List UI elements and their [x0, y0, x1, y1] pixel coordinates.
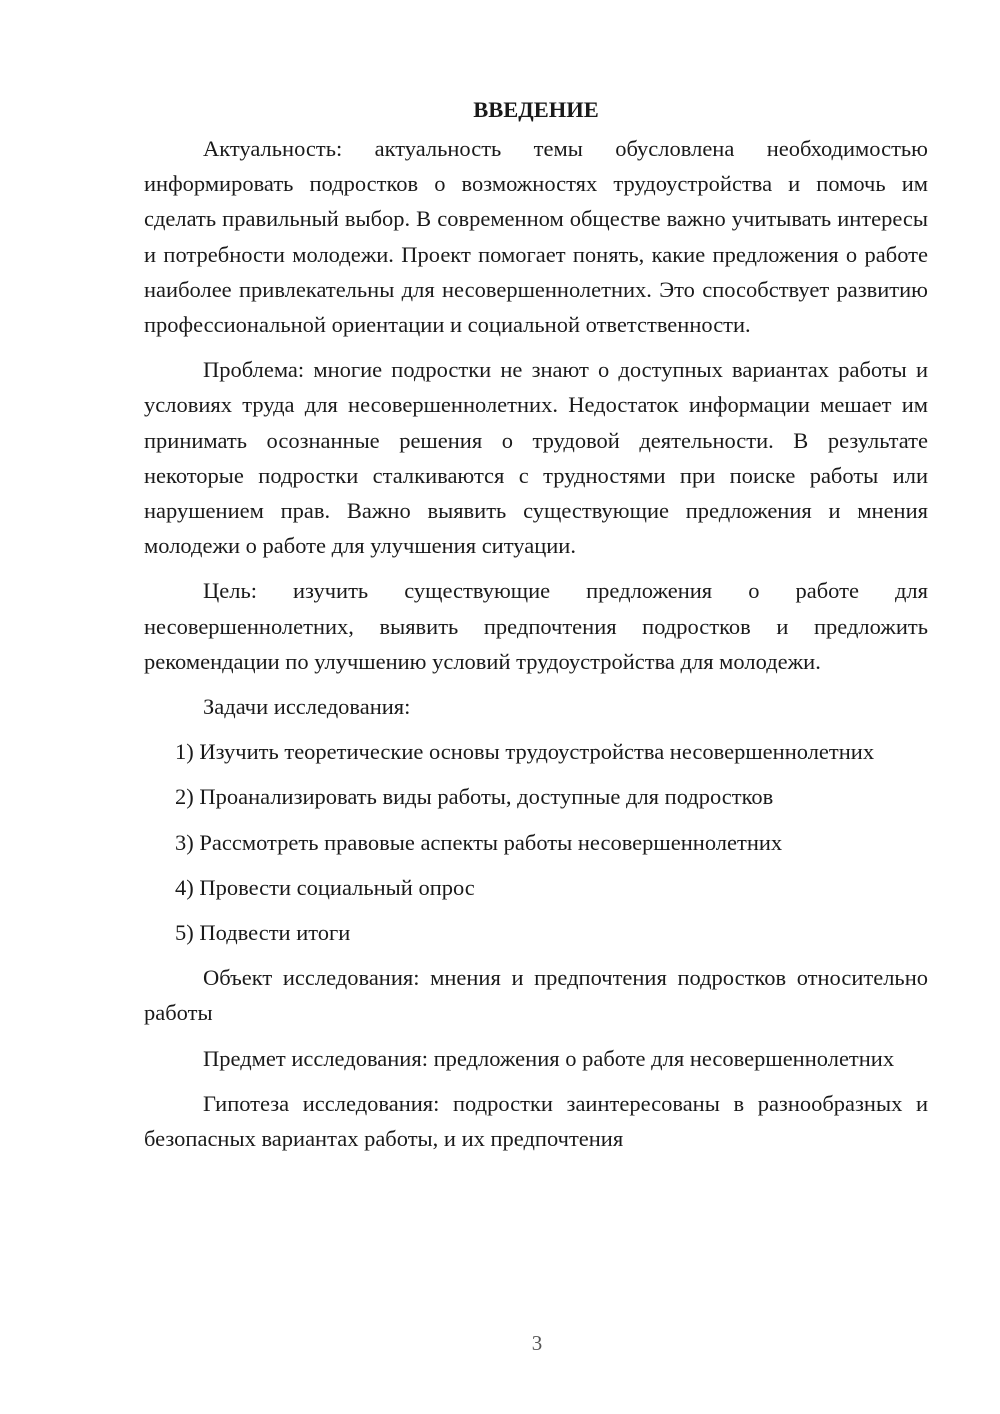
relevance-paragraph: Актуальность: актуальность темы обусловлена необходимостью информировать подростков о возможностях трудоустройства и помочь им сделать правильный выбор. В современном обществе важно учитывать интересы и потребности молодежи. Проект помогает понять, какие предложения о работе наиболее привлекательны для несовершеннолетних. Это способствует развитию профессиональной ориентации и социальной ответственности.	[144, 136, 928, 338]
subject-paragraph: Предмет исследования: предложения о работе для несовершеннолетних	[203, 1045, 895, 1071]
problem-paragraph: Проблема: многие подростки не знают о доступных вариантах работы и условиях труда для несовершеннолетних. Недостаток информации мешает им принимать осознанные решения о трудовой деятельности. В результате некоторые подростки сталкиваются с трудностями при поиске работы или нарушением прав. Важно выявить существующие предложения и мнения молодежи о работе для улучшения ситуации.	[144, 357, 928, 559]
object-paragraph: Объект исследования: мнения и предпочтения подростков относительно работы	[144, 965, 928, 1026]
task-item-2: 2) Проанализировать виды работы, доступные для подростков	[175, 784, 774, 810]
document-body	[144, 92, 928, 1166]
hypothesis-paragraph: Гипотеза исследования: подростки заинтересованы в разнообразных и безопасных вариантах работы, и их предпочтения	[144, 1090, 928, 1152]
tasks-heading: Задачи исследования:	[203, 694, 411, 720]
page-number: 3	[531, 1331, 543, 1355]
task-item-5: 5) Подвести итоги	[175, 920, 351, 946]
goal-paragraph: Цель: изучить существующие предложения о работе для несовершеннолетних, выявить предпочтения подростков и предложить рекомендации по улучшению условий трудоустройства для молодежи.	[144, 578, 928, 674]
task-item-1: 1) Изучить теоретические основы трудоустройства несовершеннолетних	[175, 739, 875, 765]
task-item-3: 3) Рассмотреть правовые аспекты работы несовершеннолетних	[175, 829, 783, 855]
task-item-4: 4) Провести социальный опрос	[175, 874, 475, 900]
section-heading: ВВЕДЕНИЕ	[473, 97, 599, 122]
